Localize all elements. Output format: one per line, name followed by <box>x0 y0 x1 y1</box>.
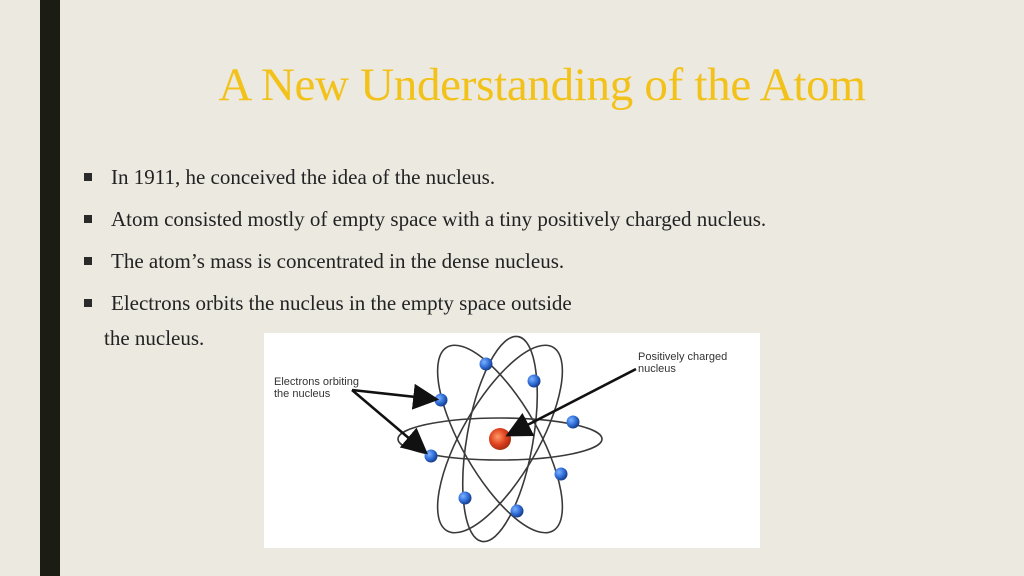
bullet-item <box>84 282 766 324</box>
arrow-to-electron-lower <box>352 390 424 451</box>
bullet-text: The atom’s mass is concentrated in the dense nucleus. <box>111 248 565 273</box>
electron-icon <box>567 416 580 429</box>
bullet-item <box>84 156 766 198</box>
bullet-text: In 1911, he conceived the idea of the nucleus. <box>111 164 496 189</box>
bullet-text: Atom consisted mostly of empty space with a tiny positively charged nucleus. <box>111 206 767 231</box>
nucleus-label-line1: Positively charged <box>638 351 728 363</box>
electron-icon <box>425 450 438 463</box>
bullet-item <box>84 240 766 282</box>
bullet-item <box>84 198 766 240</box>
electron-icon <box>435 394 448 407</box>
electrons-label-line2: the nucleus <box>274 388 331 400</box>
bullet-continuation-text: the nucleus. <box>104 326 205 350</box>
arrow-to-electron-upper <box>352 390 434 399</box>
electron-icon <box>555 468 568 481</box>
bullet-marker-icon <box>84 299 92 307</box>
atom-diagram-svg <box>264 333 760 548</box>
bullet-text: Electrons orbits the nucleus in the empty space outside <box>111 290 572 315</box>
bullet-marker-icon <box>84 173 92 181</box>
electron-icon <box>459 492 472 505</box>
left-accent-bar <box>40 0 60 576</box>
electron-icon <box>528 375 541 388</box>
electrons-label-line1: Electrons orbiting <box>274 376 359 388</box>
nucleus-label-line2: nucleus <box>638 363 676 375</box>
nucleus-icon <box>489 428 511 450</box>
bullet-marker-icon <box>84 215 92 223</box>
bullet-marker-icon <box>84 257 92 265</box>
atom-diagram <box>264 333 760 548</box>
electron-icon <box>480 358 493 371</box>
slide-title: A New Understanding of the Atom <box>218 59 866 111</box>
electron-icon <box>511 505 524 518</box>
bullet-list <box>84 156 766 324</box>
